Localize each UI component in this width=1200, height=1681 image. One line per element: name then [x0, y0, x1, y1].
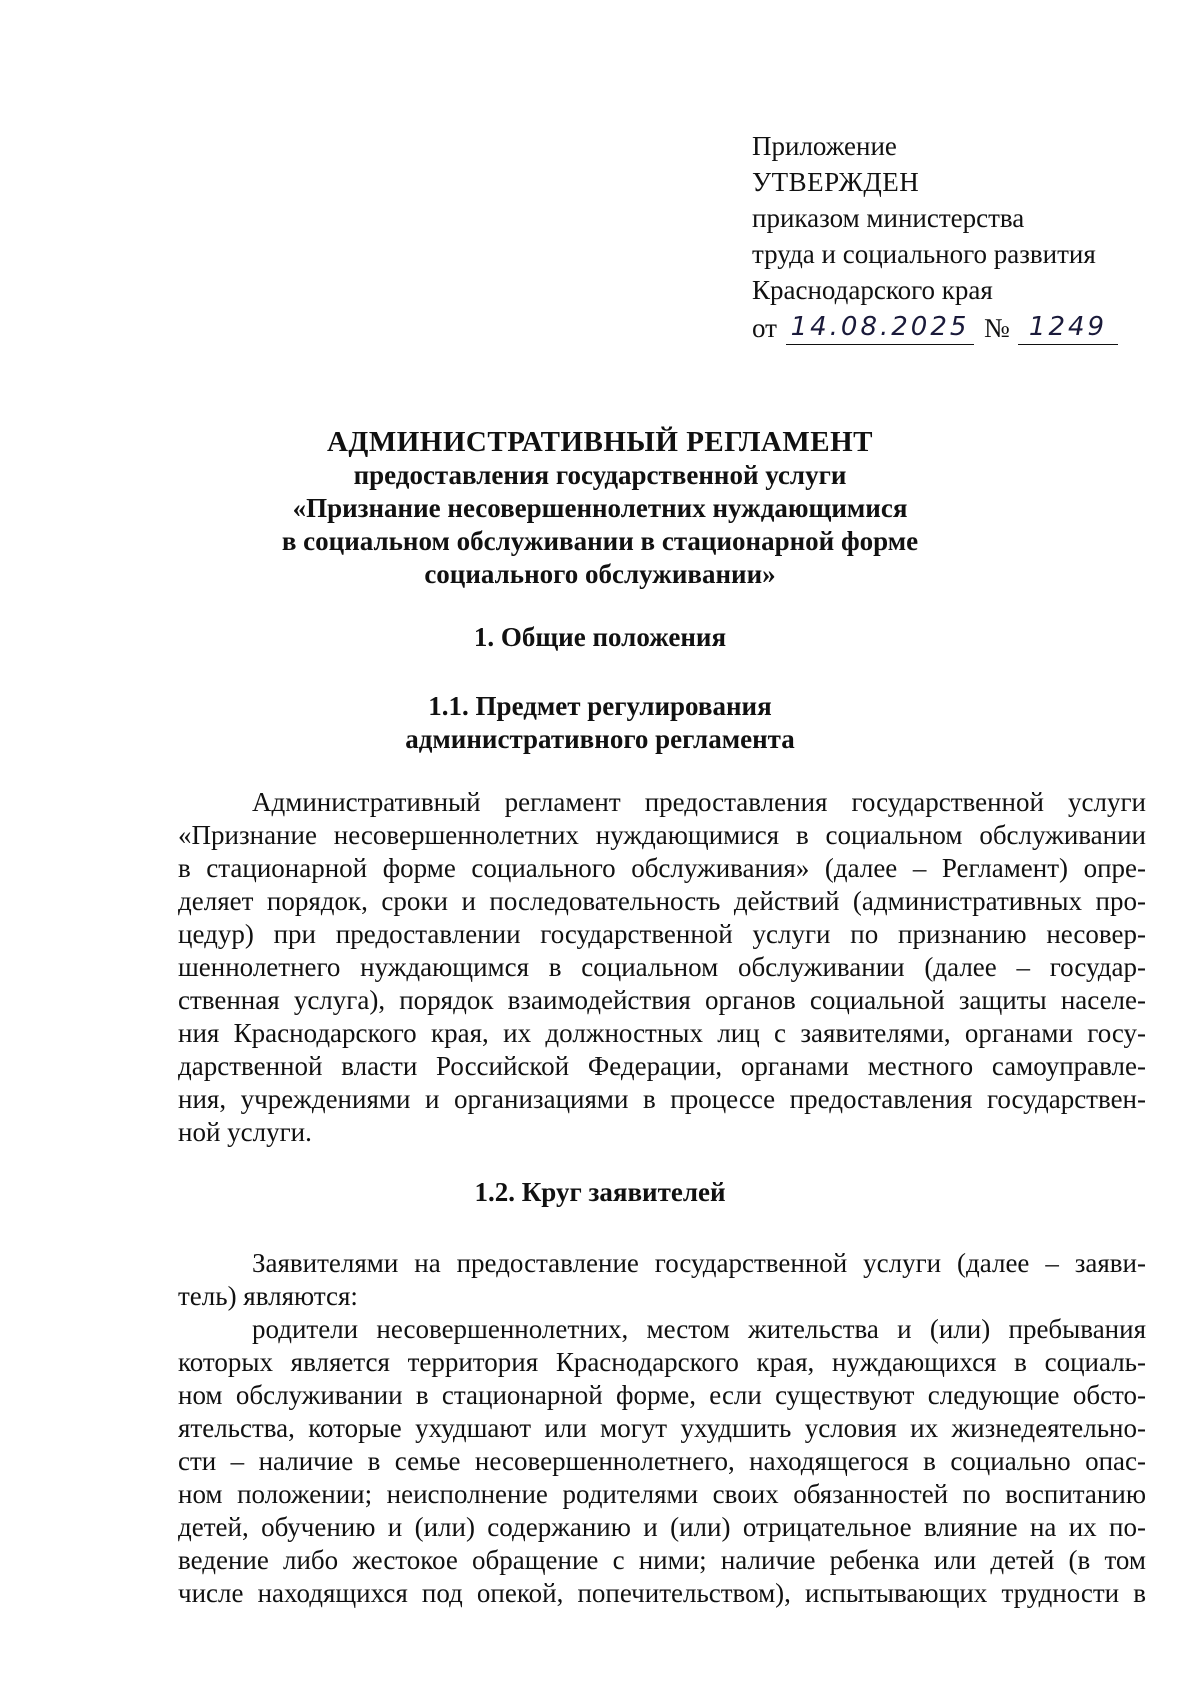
text-line: ния, учреждениями и организациями в процессе предоставления государствен- [178, 1084, 1146, 1114]
section-1-1-paragraph [178, 786, 1146, 1149]
approved-label: УТВЕРЖДЕН [752, 167, 920, 197]
text-line: ятельства, которые ухудшают или могут ухудшить условия их жизнедеятельно- [178, 1413, 1146, 1443]
text-line: ной услуги. [178, 1117, 312, 1147]
handwritten-number: 1249 [1018, 314, 1118, 345]
text-line: Заявителями на предоставление государственной услуги (далее – заяви- [252, 1248, 1146, 1278]
section-1-2-heading: 1.2. Круг заявителей [474, 1177, 726, 1207]
section-1-2-paragraph-2 [178, 1313, 1146, 1610]
approval-line: труда и социального развития [752, 239, 1096, 269]
number-label: № [984, 313, 1010, 343]
text-line: ном обслуживании в стационарной форме, если существуют следующие обсто- [178, 1380, 1146, 1410]
section-1-2-paragraph-1 [178, 1247, 1146, 1313]
text-line: «Признание несовершеннолетних нуждающимися в социальном обслуживании [178, 820, 1146, 850]
title-line: «Признание несовершеннолетних нуждающимися [292, 493, 908, 523]
title-line: социального обслуживании» [424, 559, 776, 589]
text-line: дарственной власти Российской Федерации, органами местного самоуправле- [178, 1051, 1146, 1081]
approval-line: Краснодарского края [752, 275, 993, 305]
handwritten-date: 14.08.2025 [786, 314, 974, 345]
text-line: родители несовершеннолетних, местом жительства и (или) пребывания [252, 1314, 1146, 1344]
text-line: детей, обучению и (или) содержанию и (или) отрицательное влияние на их по- [178, 1512, 1146, 1542]
date-label: от [752, 313, 777, 343]
text-line: ственная услуга), порядок взаимодействия органов социальной защиты населе- [178, 985, 1146, 1015]
title-line: в социальном обслуживании в стационарной форме [281, 526, 919, 556]
text-line: тель) являются: [178, 1281, 358, 1311]
text-line: в стационарной форме социального обслуживания» (далее – Регламент) опре- [178, 853, 1146, 883]
title-main: АДМИНИСТРАТИВНЫЙ РЕГЛАМЕНТ [326, 426, 873, 458]
title-line: предоставления государственной услуги [353, 460, 847, 490]
text-line: сти – наличие в семье несовершеннолетнего, находящегося в социально опас- [178, 1446, 1146, 1476]
heading-line: административного регламента [405, 724, 795, 754]
text-line: которых является территория Краснодарского края, нуждающихся в социаль- [178, 1347, 1146, 1377]
text-line: деляет порядок, сроки и последовательность действий (административных про- [178, 886, 1146, 916]
section-1-heading: 1. Общие положения [473, 622, 727, 652]
text-line: шеннолетнего нуждающимся в социальном обслуживании (далее – государ- [178, 952, 1146, 982]
heading-line: 1.1. Предмет регулирования [428, 691, 772, 721]
approval-line: приказом министерства [752, 203, 1025, 233]
document-title [160, 426, 1040, 591]
appendix-label: Приложение [752, 131, 897, 161]
section-1-1-heading [160, 690, 1040, 756]
approval-block [752, 128, 1162, 350]
text-line: Административный регламент предоставления государственной услуги [252, 787, 1146, 817]
text-line: ния Краснодарского края, их должностных лиц с заявителями, органами госу- [178, 1018, 1146, 1048]
text-line: цедур) при предоставлении государственной услуги по признанию несовер- [178, 919, 1146, 949]
text-line: числе находящихся под опекой, попечительством), испытывающих трудности в [178, 1578, 1146, 1608]
text-line: ном положении; неисполнение родителями своих обязанностей по воспитанию [178, 1479, 1146, 1509]
text-line: ведение либо жестокое обращение с ними; наличие ребенка или детей (в том [178, 1545, 1146, 1575]
date-number-row [752, 310, 1162, 350]
